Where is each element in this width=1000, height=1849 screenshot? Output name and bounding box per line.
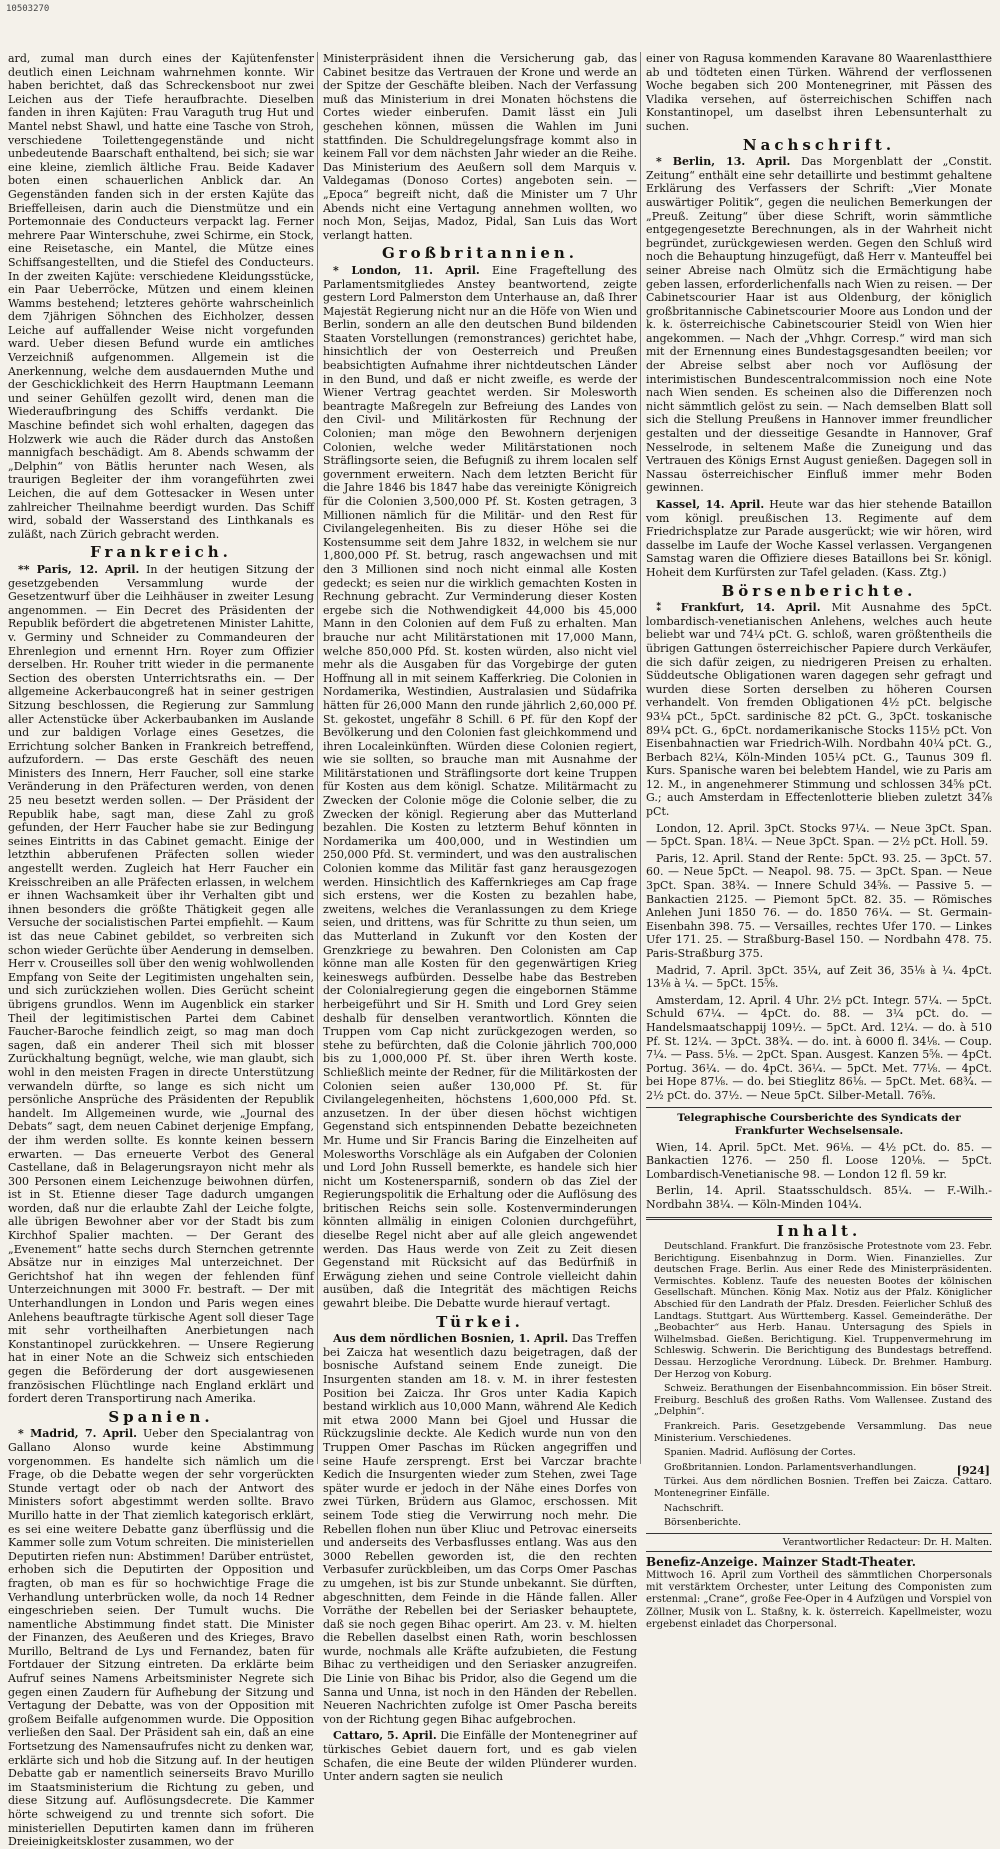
article-bosnien xyxy=(323,1332,637,1726)
article-paris xyxy=(8,563,314,1406)
telegraph-heading: Telegraphische Coursberichte des Syndicats der Frankfurter Wechselsensale. xyxy=(677,1111,961,1137)
dateline: * London, 11. April. xyxy=(333,263,480,277)
article-text: In der heutigen Sitzung der gesetzgebenden Versammlung wurde der Gesetzentwurf über die Leihhäuser in zweiter Lesung angenommen. — Ein Decret des Präsidenten der Republik befördert die abgetretenen Minister Lahitte, v. Germiny und Schneider zu Commandeuren der Ehrenlegion und ernennt Hrn. Royer zum Offizier derselben. Hr. Rouher tritt wieder in die permanente Section des obersten Unterrichtsraths ein. — Der allgemeine Ackerbaucongreß hat in seiner gestrigen Sitzung beschlossen, die Regierung zur Sammlung aller Actenstücke über Ackerbaubanken im Auslande und zur baldigen Vorlage eines Gesetzes, die Errichtung solcher Banken in Frankreich betreffend, aufzufordern. — Das erste Geschäft des neuen Ministers des Innern, Herr Faucher, soll eine starke Veränderung in den Präfecturen werden, von denen 25 neu besetzt werden sollen. — Der Präsident der Republik habe, sagt man, diese Zahl zu groß gefunden, der Herr Faucher habe sie zur Bedingung seines Eintritts in das Cabinet gemacht. Einige der letzthin abberufenen Präfecten sollen wieder angestellt werden. Zugleich hat Herr Faucher ein Kreisschreiben an alle Präfecten erlassen, in welchem er ihnen Wachsamkeit über ihr Verhalten gibt und ihnen besonders die größte Thätigkeit gegen alle Versuche der socialistischen Partei empfiehlt. — Kaum ist das neue Cabinet gebildet, so verbreiten sich schon wieder Gerüchte über Aenderung in demselben. Herr v. Crouseilles soll über den wenig wohlwollenden Empfang von Seite der Legitimisten ungehalten sein, und sich zurückziehen wollen. Dies Gerücht scheint übrigens grundlos. Wenn im Augenblick ein starker Theil der legitimistischen Partei dem Cabinet Faucher-Baroche feindlich zeigt, so mag man doch sagen, daß ein anderer Theil sich mit blosser Zurückhaltung begnügt, welche, wie man glaubt, sich wohl in den meisten Fragen in directe Unterstützung verwandeln dürfte, so lange es sich nicht um persönliche Ansprüche des Präsidenten der Republik handelt. Im Allgemeinen wurde, wie „Journal des Debats“ sagt, dem neuen Cabinet derjenige Empfang, der ihm werden sollte. Es konnte keinen bessern erwarten. — Das erneuerte Verbot des General Castellane, daß in Belagerungsrayon nicht mehr als 300 Personen einem Leichenzuge beiwohnen dürfen, ist in St. Etienne dieser Tage dadurch umgangen worden, daß nur die erlaubte Zahl der Leiche folgte, alle übrigen Bewohner aber vor der Stadt bis zum Kirchhof Spalier machten. — Der Gerant des „Evenement“ hatte sechs durch Sternchen getrennte Absätze nur in einziges Mal unterzeichnet. Der Gerichtshof hat ihn wegen der fehlenden fünf Unterzeichnungen mit 3000 Fr. bestraft. — Der mit Unterhandlungen in London und Paris wegen eines Anlehens beauftragte türkische Agent soll dieser Tage mit sehr vortheilhaften Anerbietungen nach Konstantinopel zurückkehren. — Unsere Regierung hat in einer Note an die Schweiz sich entschieden gegen die Beförderung der dort ausgewiesenen französischen Flüchtlinge nach England erklärt und fordert deren Transportirung nach Amerika. xyxy=(8,562,314,1406)
dateline: * Berlin, 13. April. xyxy=(656,155,791,169)
article-text: einer von Ragusa kommenden Karavane 80 Waarenlastthiere ab und tödteten einen Türken. Während der verflossenen Woche begaben sich 200 Montenegriner, mit Pässen des Vladika versehen, auf österreichischen Schiffen nach Konstantinopel, um daselbst ihren Lebensunterhalt zu suchen. xyxy=(646,52,992,133)
column-2 xyxy=(323,52,637,1784)
article-kassel xyxy=(646,498,992,580)
article-text: Die Einfälle der Montenegriner auf türkisches Gebiet dauern fort, und es gab vielen Schafen, die eine Beute der wilden Plünderer wurden. Unter andern sagten sie neulich xyxy=(323,1729,637,1784)
catalog-id: 10503270 xyxy=(6,4,50,14)
article-text: ard, zumal man durch eines der Kajütenfenster deutlich einen Leichnam wahrnehmen konnte. Wir haben berichtet, daß das Schreckensboot nur zwei Leichen aus der Tiefe heraufbrachte. Dieselben fanden in ihren Kajüten: Frau Varaguth trug Hut und Mantel nebst Shawl, und hatte eine Tasche von Stroh, verschiedene Toilettengegenstände und nicht unbedeutende Baarschaft enthaltend, bei sich; sie war eine kleine, ziemlich ältliche Frau. Beide Kadaver boten einen schauerlichen Anblick dar. An Gegenständen fanden sich in der ersten Kajüte das Brieffelleisen, darin auch die Dienstmütze und ein Portemonnaie des Conducteurs verpackt lag. Ferner mehrere Paar Winterschuhe, zwei Schirme, ein Stock, eine Reisetasche, ein Mantel, die Mütze eines Schiffsangestellten, und die Stiefel des Conducteurs. In der zweiten Kajüte: verschiedene Kleidungsstücke, ein Paar Ueberröcke, Mützen und einem kleinen Wamms bestehend; letzteres gehörte wahrscheinlich dem 7jährigen Söhnchen des Eichholzer, dessen Leiche auf auffallender Weise nicht vorgefunden ward. Ueber diesen Befund wurde ein amtliches Verzeichniß aufgenommen. Allgemein ist die Anerkennung, welche dem ausdauernden Muthe und der Geschicklichkeit des Herrn Hauptmann Leemann und seiner Gehülfen gezollt wird, denen man die Wiederaufbringung des Schiffs verdankt. Die Maschine befindet sich wohl erhalten, dagegen das Holzwerk wie auch die Räder durch das Anstoßen mannigfach beschädigt. Am 8. Abends schwamm der „Delphin“ von Bätlis herunter nach Wesen, als traurigen Begleiter der ihm vorangeführten zwei Leichen, die auf dem Gottesacker in Wesen unter zahlreicher Theilnahme beerdigt wurden. Das Schiff wird, sobald der Wasserstand des Linthkanals es zuläßt, nach Zürich gebracht werden. xyxy=(8,52,314,541)
dateline: Kassel, 14. April. xyxy=(656,498,765,511)
section-heading-frankreich: Frankreich. xyxy=(90,543,232,562)
report-madrid: Madrid, 7. April. 3pCt. 35¼, auf Zeit 36, 35⅛ à ¼. 4pCt. 13⅛ à ¼. — 5pCt. 15⅝. xyxy=(646,963,992,991)
section-heading-grossbritannien: Großbritannien. xyxy=(381,244,579,263)
report-paris: Paris, 12. April. Stand der Rente: 5pCt. 93. 25. — 3pCt. 57. 60. — Neue 5pCt. — Neapol. 98. 75. — 3pCt. Span. — Neue 3pCt. Span. 38¾. — Innere Schuld 34⅝. — Passive 5. — Bankactien 2125. — Piemont 5pCt. 82. 35. — Römisches Anlehen Juni 1850 76. — do. 1850 76¼. — St. Germain-Eisenbahn 398. 75. — Versailles, rechtes Ufer 170. — Linkes Ufer 171. 25. — Straßburg-Basel 150. — Nordbahn 478. 75. Paris-Straßburg 375. xyxy=(646,851,992,960)
index-entry: Spanien. Madrid. Auflösung der Cortes. xyxy=(664,1447,856,1459)
index-entry: Nachschrift. xyxy=(664,1502,724,1514)
article-text: Das Morgenblatt der „Constit. Zeitung“ enthält eine sehr detaillirte und bestimmt gehaltene Erklärung des Verfassers der Schrift: „Vier Monate auswärtiger Politik“, gegen die neulichen Bemerkungen der „Preuß. Zeitung“ über diese Schrift, worin sämmtliche entgegengesetzte Berechnungen, als in der Wahrheit nicht begründet, zurückgewiesen werden. Gegen den Schluß wird noch die Behauptung hinzugefügt, daß Herr v. Manteuffel bei seiner Abreise nach Olmütz sich die Ermächtigung habe geben lassen, erforderlichenfalls nach Wien zu reisen. — Der Cabinetscourier Haar ist aus Oldenburg, der königlich großbritannische Cabinetscourier Moore aus London und der k. k. österreichische Cabinetscourier Steidl von Wien hier angekommen. — Nach der „Vhhgr. Corresp.“ wird man sich mit der Ernennung eines Bundestagsgesandten beeilen; vor der Abreise selbst aber noch vor Auflösung der interimistischen Bundescentralcommission noch eine Note nach Wien senden. Es scheinen also die Differenzen noch nicht sämmtlich gelöst zu sein. — Nach demselben Blatt soll sich die Stellung Preußens in Hannover immer freundlicher gestalten und der diesseitige Gesandte in Hannover, Graf Nesselrode, in seltenem Maße die Zuneigung und das Vertrauen des Königs Ernst August genießen. Dagegen soll in Nassau österreichischer Einfluß immer mehr Boden gewinnen. xyxy=(646,155,993,495)
section-heading-spanien: Spanien. xyxy=(108,1407,214,1426)
article-text: Das Treffen bei Zaicza hat wesentlich dazu beigetragen, daß der bosnische Aufstand seinem Ende zuneigt. Die Insurgenten standen am 18. v. M. in ihrer festesten Position bei Zaicza. Ihr Gros unter Kadia Kapich bestand wirklich aus 10,000 Mann, während Ale Kedich mit etwa 2000 Mann bei Gjoel und Hussar die Rückzugslinie deckte. Ale Kedich wurde nun von den Truppen Omer Paschas im Rücken angegriffen und seine Haufe zersprengt. Erst bei Varczar brachte Kedich die Insurgenten wieder zum Stehen, zwei Tage später wurde er jedoch in der Nähe eines Dorfes von zwei Türken, Brüdern aus Glamoc, erschossen. Mit seinem Tode stieg die Verwirrung noch mehr. Die Rebellen flohen nun über Kliuc und Petrovac einerseits und anderseits des Verbasflusses entlang. Was aus den 3000 Rebellen geworden ist, die den rechten Verbasufer zurückbleiben, um das Corps Omer Paschas zu umgehen, ist bis zur Stunde unbekannt. Sie dürften, abgeschnitten, dem Feinde in die Hände fallen. Aller Vorräthe der Rebellen bei der Seriasker behauptete, daß sie noch gegen Bihac operirt. Am 23. v. M. hielten die Rebellen daselbst einen Rath, worin beschlossen wurde, nochmals alle Kräfte aufzubieten, die Festung Bihac zu vertheidigen und den Seriasker anzugreifen. Die Linie von Bihac bis Pridor, also die Gegend um die Sanna und Unna, ist noch in den Händen der Rebellen. Neueren Nachrichten zufolge ist Omer Pascha bereits von der Richtung gegen Bihac aufgebrochen. xyxy=(323,1332,637,1726)
index-entry: Börsenberichte. xyxy=(664,1517,742,1529)
page-number: [924] xyxy=(956,1464,990,1477)
article-text: Ministerpräsident ihnen die Versicherung gab, das Cabinet besitze das Vertrauen der Krone und werde an der Spitze der Geschäfte bleiben. Nach der Verfassung muß das Ministerium in drei Monaten höchstens die Cortes wieder einberufen. Damit lässt ein Juli geschehen können, müssen die Wahlen im Juni stattfinden. Die Schuldregelungsfrage kommt also in keinem Fall vor dem nächsten Jahr wieder an die Reihe. Das Ministerium des Aeußern soll dem Marquis v. Valdegamas (Donoso Cortes) angeboten sein. — „Epoca“ begreift nicht, daß die Minister um 7 Uhr Abends nicht eine Vertagung annehmen wollten, wo noch Mon, Seijas, Madoz, Pidal, San Luis das Wort verlangt hatten. xyxy=(323,52,637,242)
section-heading-tuerkei: Türkei. xyxy=(436,1312,524,1331)
index-entry: Schweiz. Berathungen der Eisenbahncommission. Ein böser Streit. Freiburg. Beschluß des großen Raths. Vom Wallensee. Zustand des „Delphin“. xyxy=(654,1383,992,1418)
column-1 xyxy=(8,52,314,1849)
report-wien: Wien, 14. April. 5pCt. Met. 96⅛. — 4½ pCt. do. 85. — Bankactien 1276. — 250 fl. Loose 120⅛. — 5pCt. Lombardisch-Venetianische 98. — London 12 fl. 59 kr. xyxy=(646,1140,992,1181)
index-entry: Frankreich. Paris. Gesetzgebende Versammlung. Das neue Ministerium. Verschiedenes. xyxy=(654,1421,992,1444)
column-rule xyxy=(317,52,318,1464)
dateline: Cattaro, 5. April. xyxy=(333,1729,437,1743)
report-amsterdam: Amsterdam, 12. April. 4 Uhr. 2½ pCt. Integr. 57¼. — 5pCt. Schuld 67¼. — 4pCt. do. 88. — 3¼ pCt. do. — Handelsmaatschappij 109½. — 5pCt. Ard. 12¼. — do. à 510 Pf. St. 12¼. — 3pCt. 38¾. — do. int. à 6000 fl. 34⅛. — Coup. 7¼. — Pass. 5⅛. — 2pCt. Span. Ausgest. Kanzen 5⅝. — 4pCt. Portug. 36¼. — do. 4pCt. 36¼. — 5pCt. Met. 77⅛. — 4pCt. bei Hope 87⅛. — do. bei Stieglitz 86⅛. — 5pCt. Met. 68¾. — 2½ pCt. do. 37½. — Neue 5pCt. Silber-Metall. 76⅝. xyxy=(646,993,992,1102)
column-rule xyxy=(640,52,641,1464)
advert-text: Mittwoch 16. April zum Vortheil des sämmtlichen Chorpersonals mit verstärktem Orchester, unter Leitung des Componisten zum erstenmal: „Crane“, große Fee-Oper in 4 Aufzügen und Vorspiel von Zöllner, Musik von L. Staßny, k. k. österreich. Kapellmeister, wozu ergebenst einladet das Chorpersonal. xyxy=(646,1569,992,1630)
report-text: Mit Ausnahme des 5pCt. lombardisch-venetianischen Anlehens, welches auch heute beliebt war und 74¼ pCt. G. schloß, waren größtentheils die übrigen Gattungen österreichischer Papiere durch Verkäufer, die sich dafür zeigen, zu niedrigeren Preisen zu erhalten. Süddeutsche Obligationen waren dagegen sehr gefragt und wurden diese Sorten derselben zu höheren Coursen verhandelt. Von fremden Obligationen 4½ pCt. belgische 93¼ pCt., 5pCt. sardinische 82 pCt. G., 3pCt. toskanische 89¼ pCt. G., 6pCt. nordamerikanische Stocks 115½ pCt. Von Eisenbahnactien war Friedrich-Wilh. Nordbahn 40¼ pCt. G., Berbach 82¼, Köln-Minden 105¼ pCt. G., Taunus 309 fl. Kurs. Spanische waren bei belebtem Handel, wie zu Paris am 12. M., in angenehmerer Stimmung und schlossen 34⅝ pCt. G.; auch Amsterdam in Effectenlotterie blieben zuletzt 34⅞ pCt. xyxy=(646,601,993,819)
report-frankfurt xyxy=(646,601,992,819)
article-text: Ueber den Specialantrag von Gallano Alonso wurde keine Abstimmung vorgenommen. Es handelte sich nämlich um die Frage, ob die Debatte wegen der sehr vorgerückten Stunde vertagt oder ob nach der Antwort des Ministers sofort abgestimmt werden sollte. Bravo Murillo hatte in der That ziemlich kategorisch erklärt, es sei eine weitere Debatte ganz überflüssig und die Kammer solle zum Votum schreiten. Die ministeriellen Deputirten riefen nun: Abstimmen! Darüber entrüstet, erhoben sich die Deputirten der Opposition und fragten, ob man es für so hochwichtige Frage die Verhandlung unterbrücken wolle, da noch 14 Redner eingeschrieben seien. Der Tumult wuchs. Die namentliche Abstimmung findet statt. Die Minister der Finanzen, des Aeußeren und des Krieges, Bravo Murillo, Beltrand de Lys und Fernandez, baten für Fortdauer der Sitzung eintreten. Da erklärte beim Aufruf seines Namens Arbeitsminister Negrete sich gegen einen Zaudern für Aufhebung der Sitzung und Vertagung der Debatte, was von der Opposition mit großem Beifalle aufgenommen wurde. Die Opposition verließen den Saal. Der Präsident sah ein, daß an eine Fortsetzung des Namensaufrufes nicht zu denken war, erklärte sich und hob die Sitzung auf. In der heutigen Debatte gab er namentlich seinerseits Bravo Murillo im Staatsministerium die Richtung zu geben, und diese Sitzung auf. Auflösungsdecrete. Die Kammer hörte schweigend zu und trennte sich sofort. Die ministeriellen Deputirten kamen dann im früheren Dreieinigkeitskloster zusammen, wo der xyxy=(8,1427,314,1849)
dateline: ⁑ Frankfurt, 14. April. xyxy=(656,601,821,615)
editor-line: Verantwortlicher Redacteur: Dr. H. Malten. xyxy=(646,1533,992,1553)
article-berlin xyxy=(646,155,992,495)
dateline: * Madrid, 7. April. xyxy=(18,1427,137,1441)
article-madrid xyxy=(8,1427,314,1848)
dateline: ** Paris, 12. April. xyxy=(18,562,140,576)
index-entry: Großbritannien. London. Parlamentsverhandlungen. xyxy=(664,1461,917,1473)
report-london: London, 12. April. 3pCt. Stocks 97¼. — Neue 3pCt. Span. — 5pCt. Span. 18¼. — Neue 3pCt. Span. — 2½ pCt. Holl. 59. xyxy=(646,821,992,849)
index-entry: Türkei. Aus dem nördlichen Bosnien. Treffen bei Zaicza. Cattaro. Montenegriner Einfälle. xyxy=(654,1476,992,1499)
article-london xyxy=(323,264,637,1311)
section-heading-nachschrift: Nachschrift. xyxy=(742,135,896,154)
dateline: Aus dem nördlichen Bosnien, 1. April. xyxy=(333,1332,569,1346)
article-text: Eine Frageftellung des Parlamentsmitgliedes Anstey beantwortend, zeigte gestern Lord Palmerston dem Unterhause an, daß Ihrer Majestät Regierung nicht nur an die Höfe von Wien und Berlin, sondern an alle den deutschen Bund bildenden Staaten Vorstellungen (remonstrances) gerichtet habe, hinsichtlich der von Oesterreich und Preußen beabsichtigten Aufnahme ihrer nichtdeutschen Länder in den Bund, und daß er nicht zweifle, es werde der Wiener Vertrag geachtet werden. Sir Molesworth beantragte Maßregeln zur Befreiung des Landes von den Civil- und Militärkosten für Rechnung der Colonien; man möge den Bewohnern derjenigen Colonien, welche weder Militärstationen noch Sträflingsorte seien, die Befugniß zu ihrem localen self government erweitern. Nach dem letzten Bericht für die Jahre 1846 bis 1847 habe das vereinigte Königreich für die Colonien 3,500,000 Pf. St. Kosten getragen, 3 Millionen nämlich für die Militär- und den Rest für Civilangelegenheiten. Bis zu dieser Höhe sei die Kostensumme seit dem Jahre 1832, in welchem sie nur 1,800,000 Pf. St. betrug, rasch angewachsen und mit den 3 Millionen sind noch nicht einmal alle Kosten gedeckt; es seien nur die wirklich gemachten Kosten in Rechnung gebracht. Zur Verminderung dieser Kosten ergebe sich die Nothwendigkeit 44,000 bis 45,000 Mann in den Colonien auf dem Fuß zu erhalten. Man brauche nur acht Militärstationen mit 17,000 Mann, welche 850,000 Pfd. St. kosten würden, also nicht viel mehr als die Ausgaben für das Vorgebirge der guten Hoffnung all in mit seinem Kafferkrieg. Die Colonien in Nordamerika, Westindien, Australasien und Südafrika hätten für 26,000 Mann den runde jährlich 2,60,000 Pf. St. gekostet, ungefähr 8 Schill. 6 Pf. für den Kopf der Bevölkerung und den Colonien fast gleichkommend und ihren Localeinkünften. Würden diese Colonien regiert, wie sie sollten, so brauche man mit Ausnahme der Militärstationen und Sträflingsorte dort keine Truppen für Kosten aus dem königl. Schatze. Militärmacht zu Zwecken der Colonie möge die Colonie selber, die zu Zwecken der königl. Regierung aber das Mutterland bezahlen. Die Kosten zu letzterm Behuf könnten in Nordamerika um 400,000, und in Westindien um 250,000 Pfd. St. vermindert, und was den australischen Colonien komme das Militär fast ganz herausgezogen werden. Hinsichtlich des Kaffernkrieges am Cap frage sich erstens, wer die Kosten zu bezahlen habe, zweitens, welches die Veranlassungen zu dem Kriege seien, und drittens, was für Schritte zu thun seien, um das Mutterland in Zukunft vor den Kosten der Grenzkriege zu bewahren. Den Colonisten am Cap könne man alle Kosten für den gegenwärtigen Krieg keineswegs aufbürden. Desselbe habe das Bestreben der Colonialregierung gegen die eingebornen Stämme herbeigeführt und Sir H. Smith und Lord Grey seien deshalb für denselben verantwortlich. Könnten die Truppen vom Cap nicht zurückgezogen werden, so stehe zu befürchten, daß die Colonie jährlich 700,000 bis zu 1,000,000 Pf. St. über ihren Werth koste. Schließlich meinte der Redner, für die Militärkosten der Colonien seien außer 130,000 Pf. St. für Civilangelegenheiten, höchstens 1,600,000 Pfd. St. anzusetzen. In der über diesen höchst wichtigen Gegenstand sich entspinnenden Debatte bezeichneten Mr. Hume und Sir Francis Baring die Einzelheiten auf Molesworths Vorschläge als ein Aufgaben der Colonien und Lord John Russell bemerkte, es handele sich hier nicht um Kostenersparniß, sondern ob das Ziel der Regierungspolitik die Erhaltung oder die Auflösung des britischen Reichs sein solle. Kostenverminderungen könnten allmälig in einigen Colonien durchgeführt, dieselbe Regel nicht aber auf alle gleich angewendet werden. Das Haus werde von Zeit zu Zeit diesen Gegenstand mit Rücksicht auf das Bedürfniß in Erwägung ziehen und seine Controle vielleicht dahin ausüben, daß die Integrität des mächtigen Reichs gewahrt bleibe. Die Debatte wurde hierauf vertagt. xyxy=(323,263,637,1311)
section-heading-inhalt: Inhalt. xyxy=(776,1221,862,1240)
index-entry: Deutschland. Frankfurt. Die französische Protestnote vom 23. Febr. Berichtigung. Eisenbahnzug in Dorm. Wien. Finanzielles. Zur deutschen Frage. Berlin. Aus einer Rede des Ministerpräsidenten. Vermischtes. Koblenz. Taufe des neuesten Bootes der kölnischen Gesellschaft. München. König Max. Notiz aus der Pfalz. Königlicher Abschied für den Landrath der Pfalz. Dresden. Feierlicher Schluß des Landtags. Stuttgart. Aus Württemberg. Kassel. Gemeinderäthe. Der „Beobachter“ aus Herb. Hanau. Untersagung des Spiels in Wilhelmsbad. Gießen. Berichtigung. Kiel. Truppenvermehrung im Schleswig. Schwerin. Die Berichtigung des Bundestags betreffend. Dessau. Herzogliche Verordnung. Lübeck. Dr. Brehmer. Hamburg. Der Herzog von Koburg. xyxy=(654,1241,992,1380)
advert-heading: Benefiz-Anzeige. Mainzer Stadt-Theater. xyxy=(646,1555,916,1570)
article-cattaro xyxy=(323,1729,637,1783)
divider xyxy=(646,1107,992,1108)
article-text: Heute war das hier stehende Bataillon vom königl. preußischen 13. Regimente auf dem Friedrichsplatze zur Parade ausgerückt; wie wir hören, wird dasselbe im Laufe der Woche Kassel verlassen. Vergangenen Samstag waren die Offiziere dieses Bataillons bei Sr. königl. Hoheit dem Kurfürsten zur Tafel geladen. (Kass. Ztg.) xyxy=(646,498,992,579)
section-heading-boersenberichte: Börsenberichte. xyxy=(721,581,917,600)
divider xyxy=(646,1217,992,1220)
report-berlin: Berlin, 14. April. Staatsschuldsch. 85¼. — F.-Wilh.-Nordbahn 38¼. — Köln-Minden 104¼. xyxy=(646,1184,992,1211)
